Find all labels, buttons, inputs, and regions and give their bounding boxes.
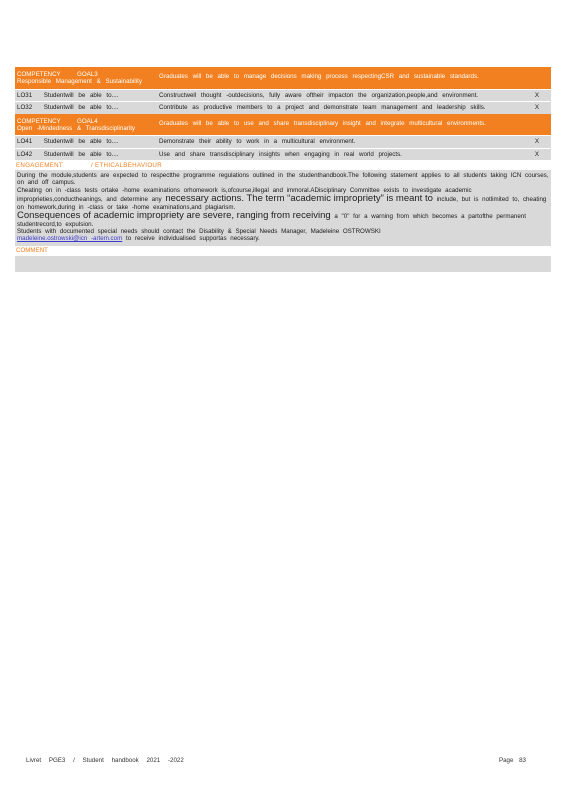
outcome-description: Contribute as productive members to a project and demonstrate team management and leadership skills. <box>159 104 486 112</box>
outcome-id: LO31 <box>17 91 33 99</box>
outcome-mark: X <box>534 91 540 99</box>
outcome-id: LO32 <box>17 104 33 112</box>
comment-box <box>15 256 551 272</box>
outcome-description: Demonstrate their ability to work in a multicultural environment. <box>159 138 356 146</box>
goal-title: Open -Mindedness & Transdisciplinarity <box>17 125 136 133</box>
goal3-header <box>15 67 551 89</box>
outcome-mark: X <box>534 104 540 112</box>
goal-title: Responsible Management & Sustainability <box>17 78 142 86</box>
goal-label: GOAL4 <box>77 117 98 125</box>
engagement-para-2: Cheating on in -class tests ortake -home examinations orhomework is,ofcourse,illegal and immoral.ADisciplinary Committee exists to investigate academic improprieties,conductheanings, and determine any necessary actions. The term “academic impropriety” is meant to include, but is notlimited to, cheating on homework,during in -class or take -home examinations,and plagiarism. <box>17 186 547 211</box>
comment-title: COMMENT <box>16 246 48 254</box>
competency-label: COMPETENCY <box>17 117 61 125</box>
outcome-text: Studentwill be able to.... <box>43 138 119 146</box>
engagement-para-1: During the module,students are expected to respectthe programme regulations outlined in the studenthandbook.The following statement applies to all students taking ICN courses, on and off campus. <box>17 172 549 187</box>
outcome-row <box>15 135 551 147</box>
outcome-mark: X <box>534 150 540 158</box>
outcome-row <box>15 101 551 113</box>
outcome-row <box>15 148 551 160</box>
page-footer <box>26 757 526 764</box>
page-number: Page 83 <box>498 757 526 764</box>
footer-text: Livret PGE3 / Student handbook 2021 -2022 <box>26 757 184 764</box>
outcome-description: Constructwell thought -outdecisions, fully aware oftheir impacton the organization,people,and environment. <box>159 91 479 99</box>
outcome-id: LO42 <box>17 150 33 158</box>
outcome-description: Use and share transdisciplinary insights when engaging in real world projects. <box>159 150 402 158</box>
engagement-para-4: Students with documented special needs should contact the Disability & Special Needs Manager, Madeleine OSTROWSKI madeleine.ostrowski@icn -artem.com to receive individualised supportas necessary. <box>17 228 381 243</box>
handbook-sheet <box>15 67 551 272</box>
goal-label: GOAL3 <box>77 71 98 78</box>
engagement-title: ENGAGEMENT / ETHICALBEHAVIOUR <box>16 162 162 170</box>
goal4-header <box>15 114 551 136</box>
goal-description: Graduates will be able to use and share transdisciplinary insight and integrate multicultural environments. <box>159 119 486 127</box>
outcome-text: Studentwill be able to.... <box>43 104 119 112</box>
outcome-mark: X <box>534 138 540 146</box>
outcome-text: Studentwill be able to.... <box>43 150 119 158</box>
engagement-para-3: Consequences of academic impropriety are severe, ranging from receiving a "0" for a warning from which becomes a partofthe permanent studentrecord,to expulsion. <box>17 210 526 229</box>
outcome-text: Studentwill be able to.... <box>43 91 119 99</box>
outcome-id: LO41 <box>17 138 33 146</box>
email-link[interactable]: madeleine.ostrowski@icn -artem.com <box>17 235 123 243</box>
engagement-text <box>15 170 551 245</box>
outcome-row <box>15 89 551 101</box>
competency-label: COMPETENCY <box>17 71 61 78</box>
goal-description: Graduates will be able to manage decisions making process respectingCSR and sustainable standards. <box>159 73 479 80</box>
